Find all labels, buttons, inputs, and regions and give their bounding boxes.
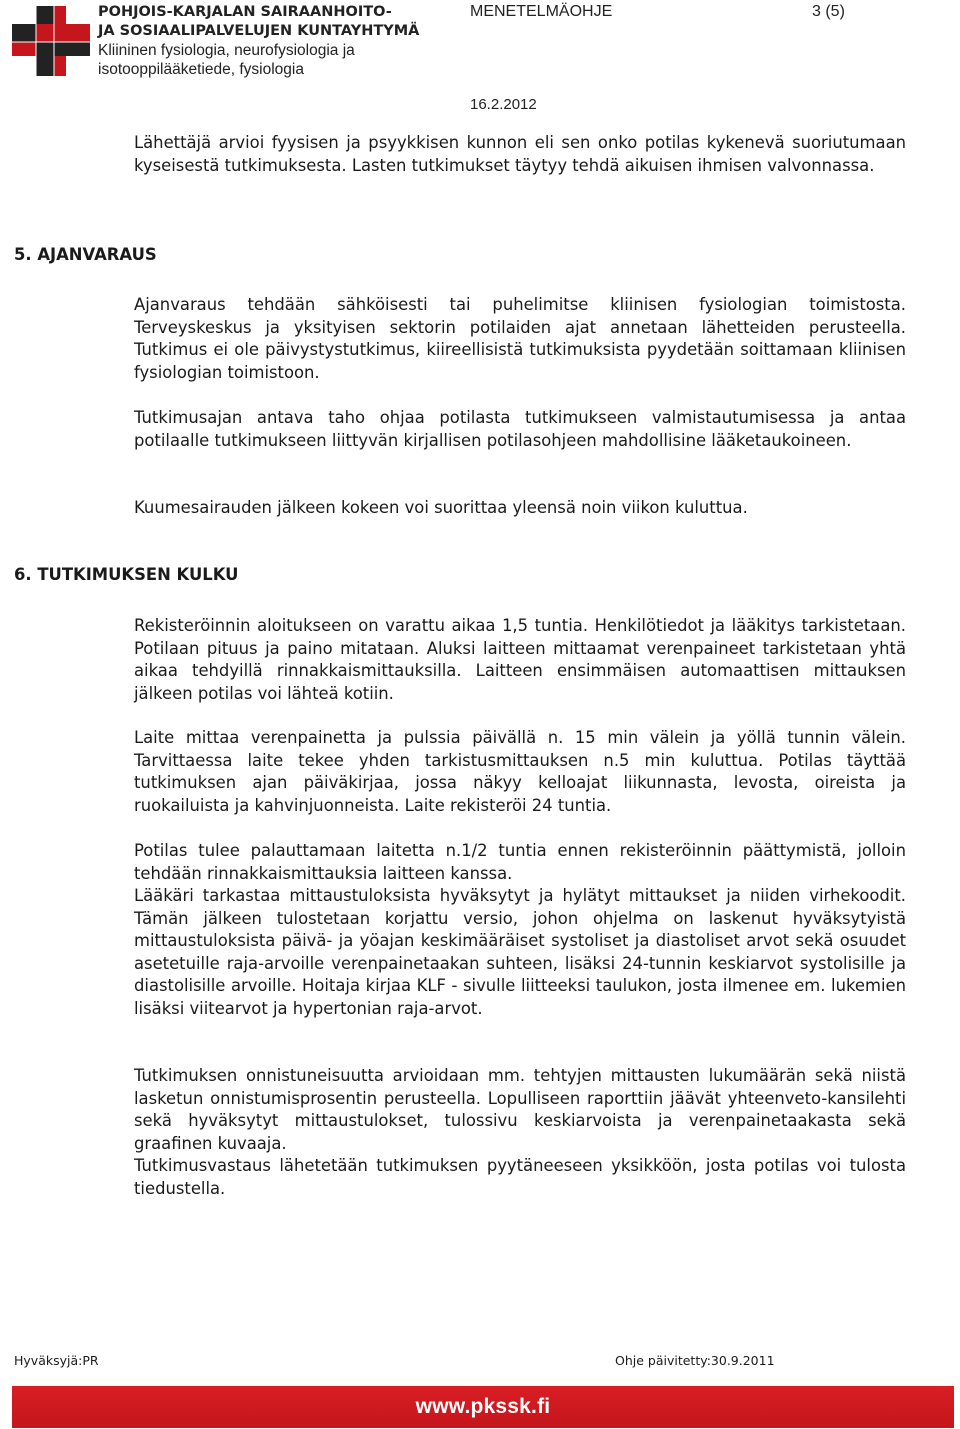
body-paragraph: Lähettäjä arvioi fyysisen ja psyykkisen kunnon eli sen onko potilas kykenevä suoriutumaan kyseisestä tutkimuksesta. Lasten tutkimukset täytyy tehdä aikuisen ihmisen valvonnassa. bbox=[134, 133, 906, 175]
footer-approver: Hyväksyjä:PR bbox=[14, 1353, 99, 1368]
organization-header bbox=[98, 3, 498, 79]
page-number: 3 (5) bbox=[812, 3, 845, 20]
body-paragraph: Potilas tulee palauttamaan laitetta n.1/2 tuntia ennen rekisteröinnin päättymistä, jolloin tehdään rinnakkaismittauksia laitteen kanssa. bbox=[134, 841, 906, 883]
body-paragraph: Laite mittaa verenpainetta ja pulssia päivällä n. 15 min välein ja yöllä tunnin välein. Tarvittaessa laite tekee yhden tarkistusmittauksen n.5 min kuluttua. Potilas täyttää tutkimuksen ajan päiväkirjaa, jossa näkyy kelloajat liikunnasta, levosta, oireista ja ruokailuista ja kahvinjuonneista. Laite rekisteröi 24 tuntia. bbox=[134, 728, 906, 815]
section-heading-6: 6. TUTKIMUKSEN KULKU bbox=[14, 565, 239, 584]
footer-updated-date: Ohje päivitetty:30.9.2011 bbox=[615, 1353, 775, 1368]
body-paragraph: Tutkimusajan antava taho ohjaa potilasta tutkimukseen valmistautumisessa ja antaa potilaalle tutkimukseen liittyvän kirjallisen potilasohjeen mahdollisine lääketaukoineen. bbox=[134, 408, 906, 450]
body-paragraph: Tutkimuksen onnistuneisuutta arvioidaan mm. tehtyjen mittausten lukumäärän sekä niistä lasketun onnistumisprosentin perusteella. Lopulliseen raporttiin jäävät yhteenveto-kansilehti sekä hyväksytyt mittaustulokset, tulossivu keskiarvoista ja verenpainetaakasta sekä graafinen kuvaaja. bbox=[134, 1066, 906, 1153]
body-paragraph: Ajanvaraus tehdään sähköisesti tai puhelimitse kliinisen fysiologian toimistosta. Terveyskeskus ja yksityisen sektorin potilaiden ajat annetaan lähetteiden perusteella. Tutkimus ei ole päivystystutkimus, kiireellisistä tutkimuksista pyydetään soittamaan kliinisen fysiologian toimistoon. bbox=[134, 295, 906, 382]
pksssk-cross-logo-icon bbox=[12, 6, 90, 76]
body-paragraph: Rekisteröinnin aloitukseen on varattu aikaa 1,5 tuntia. Henkilötiedot ja lääkitys tarkistetaan. Potilaan pituus ja paino mitataan. Aluksi laitteen mittaamat verenpaineet tarkistetaan yhtä aikaa tehdyillä rinnakkaismittauksilla. Laitteen ensimmäisen automaattisen mittauksen jälkeen potilas voi lähteä kotiin. bbox=[134, 616, 906, 703]
body-paragraph: Lääkäri tarkastaa mittaustuloksista hyväksytyt ja hylätyt mittaukset ja niiden virhekoodit. Tämän jälkeen tulostetaan korjattu versio, johon ohjelma on laskenut hyväksytyistä mittaustuloksista päivä- ja yöajan keskimääräiset systoliset ja diastoliset arvot sekä osuudet asetetuille raja-arvoille verenpainetaakan suhteen, lisäksi 24-tunnin keskiarvot systolisille ja diastolisille arvoille. Hoitaja kirjaa KLF - sivulle liitteeksi taulukon, josta ilmenee em. lukemien lisäksi viitearvot ja hypertonian raja-arvot. bbox=[134, 886, 906, 1018]
document-type: MENETELMÄOHJE bbox=[470, 3, 613, 20]
org-name-line2: JA SOSIAALIPALVELUJEN KUNTAYHTYMÄ bbox=[98, 23, 420, 39]
department-line2: isotooppilääketiede, fysiologia bbox=[98, 61, 304, 78]
section-heading-5: 5. AJANVARAUS bbox=[14, 245, 157, 264]
body-paragraph: Tutkimusvastaus lähetetään tutkimuksen pyytäneeseen yksikköön, josta potilas voi tulosta tiedustella. bbox=[134, 1156, 906, 1198]
body-paragraph: Kuumesairauden jälkeen kokeen voi suorittaa yleensä noin viikon kuluttua. bbox=[134, 498, 748, 517]
footer-bar bbox=[12, 1386, 954, 1428]
document-date: 16.2.2012 bbox=[470, 96, 537, 113]
footer-website-link[interactable]: www.pkssk.fi bbox=[415, 1395, 551, 1418]
department-line1: Kliininen fysiologia, neurofysiologia ja bbox=[98, 42, 355, 59]
org-name-line1: POHJOIS-KARJALAN SAIRAANHOITO- bbox=[98, 4, 392, 20]
